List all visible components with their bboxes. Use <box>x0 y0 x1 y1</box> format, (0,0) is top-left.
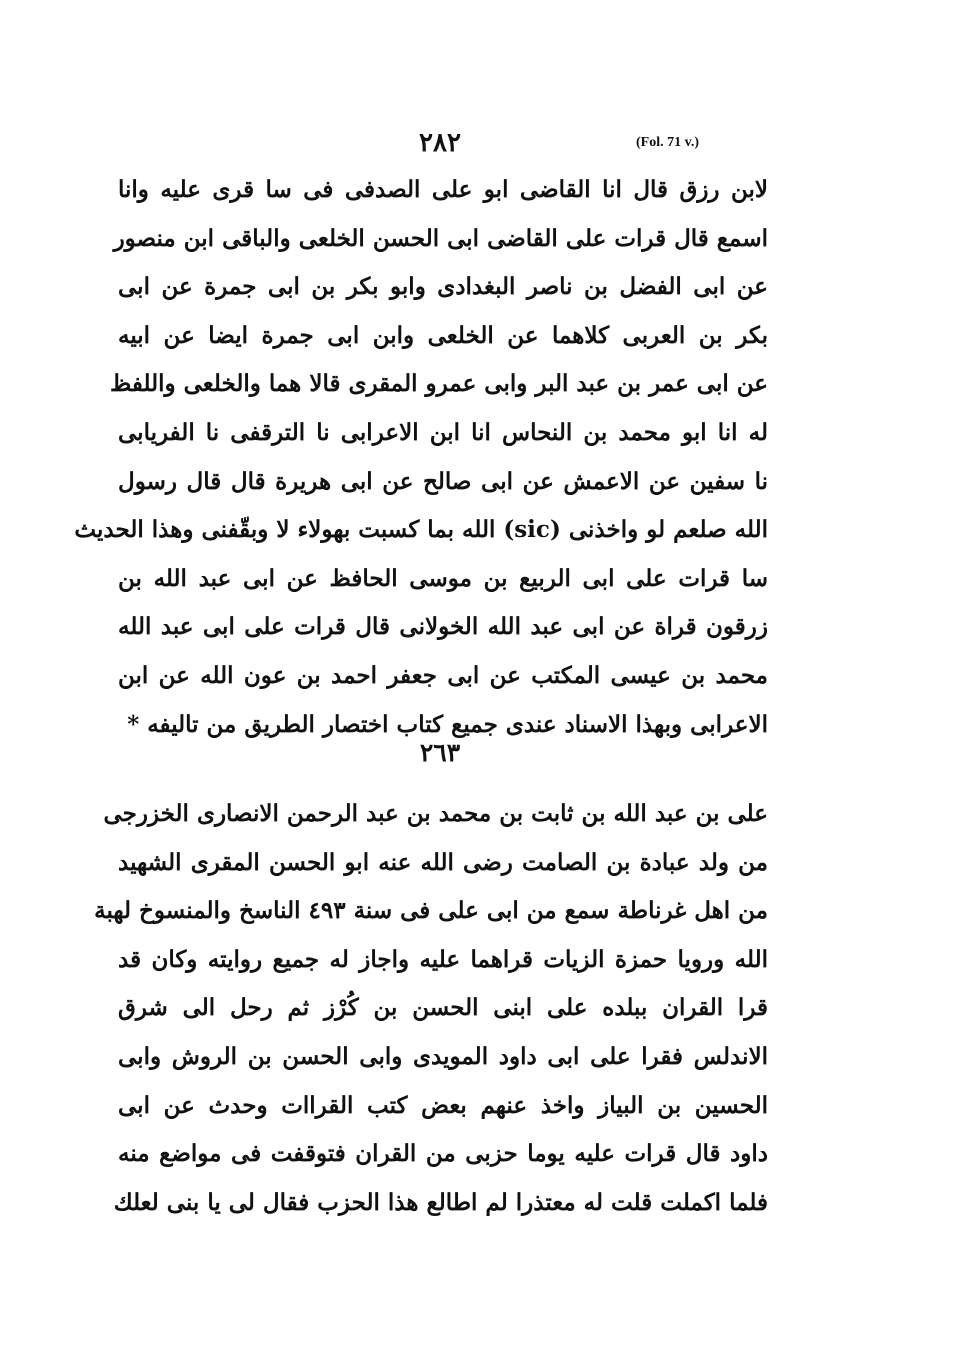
entry-1-text <box>74 166 768 749</box>
text-line: عن ابى عمر بن عبد البر وابى عمرو المقرى قالا هما والخلعى واللفظ <box>110 370 768 398</box>
text-line: زرقون قراة عن ابى عبد الله الخولانى قال قرات على ابى عبد الله <box>118 613 768 641</box>
text-line: الاندلس فقرا على ابى داود المويدى وابى الحسن بن الروش وابى <box>118 1042 768 1070</box>
text-line: له انا ابو محمد بن النحاس انا ابن الاعرابى نا الترقفى نا الفريابى <box>118 418 768 446</box>
text-line: الاعرابى وبهذا الاسناد عندى جميع كتاب اختصار الطريق من تاليفه * <box>127 710 768 738</box>
text-line: محمد بن عيسى المكتب عن ابى جعفر احمد بن عون الله عن ابن <box>118 661 768 689</box>
text-line: عن ابى الفضل بن ناصر البغدادى وابو بكر بن ابى جمرة عن ابى <box>118 273 768 301</box>
text-line: اسمع قال قرات على القاضى ابى الحسن الخلعى والباقى ابن منصور <box>113 224 768 252</box>
text-line: سا قرات على ابى الربيع بن موسى الحافظ عن ابى عبد الله بن <box>118 564 768 592</box>
entry-number: ٢٦٣ <box>419 738 461 767</box>
text-line: من اهل غرناطة سمع من ابى على فى سنة ٤٩٣ الناسخ والمنسوخ لهبة <box>94 897 768 925</box>
text-line: الحسين بن البياز واخذ عنهم بعض كتب القراات وحدث عن ابى <box>118 1091 768 1119</box>
text-line: قرا القران ببلده على ابنى الحسن بن كُرْز ثم رحل الى شرق <box>118 994 768 1022</box>
text-line: الله صلعم لو واخذنى (sic) الله بما كسبت بهولاء لا وبقّفنى وهذا الحديث <box>74 516 768 544</box>
text-line: لابن رزق قال انا القاضى ابو على الصدفى فى سا قرى عليه وانا <box>118 176 768 203</box>
text-line: نا سفين عن الاعمش عن ابى صالح عن ابى هريرة قال قال رسول <box>118 467 768 495</box>
text-line: من ولد عبادة بن الصامت رضى الله عنه ابو الحسن المقرى الشهيد <box>118 848 768 876</box>
text-line: الله ورويا حمزة الزيات قراهما عليه واجاز له جميع روايته وكان قد <box>118 945 768 973</box>
text-line: داود قال قرات عليه يوما حزبى من القران فتوقفت فى مواضع منه <box>118 1140 768 1168</box>
entry-2-text <box>94 790 768 1227</box>
page-number: ٢٨٢ <box>419 128 461 158</box>
text-line: على بن عبد الله بن ثابت بن محمد بن عبد الرحمن الانصارى الخزرجى <box>103 800 768 827</box>
text-line: بكر بن العربى كلاهما عن الخلعى وابن ابى جمرة ايضا عن ابيه <box>118 321 768 349</box>
folio-reference: (Fol. 71 v.) <box>636 135 699 150</box>
text-line: فلما اكملت قلت له معتذرا لم اطالع هذا الحزب فقال لى يا بنى لعلك <box>113 1188 768 1216</box>
